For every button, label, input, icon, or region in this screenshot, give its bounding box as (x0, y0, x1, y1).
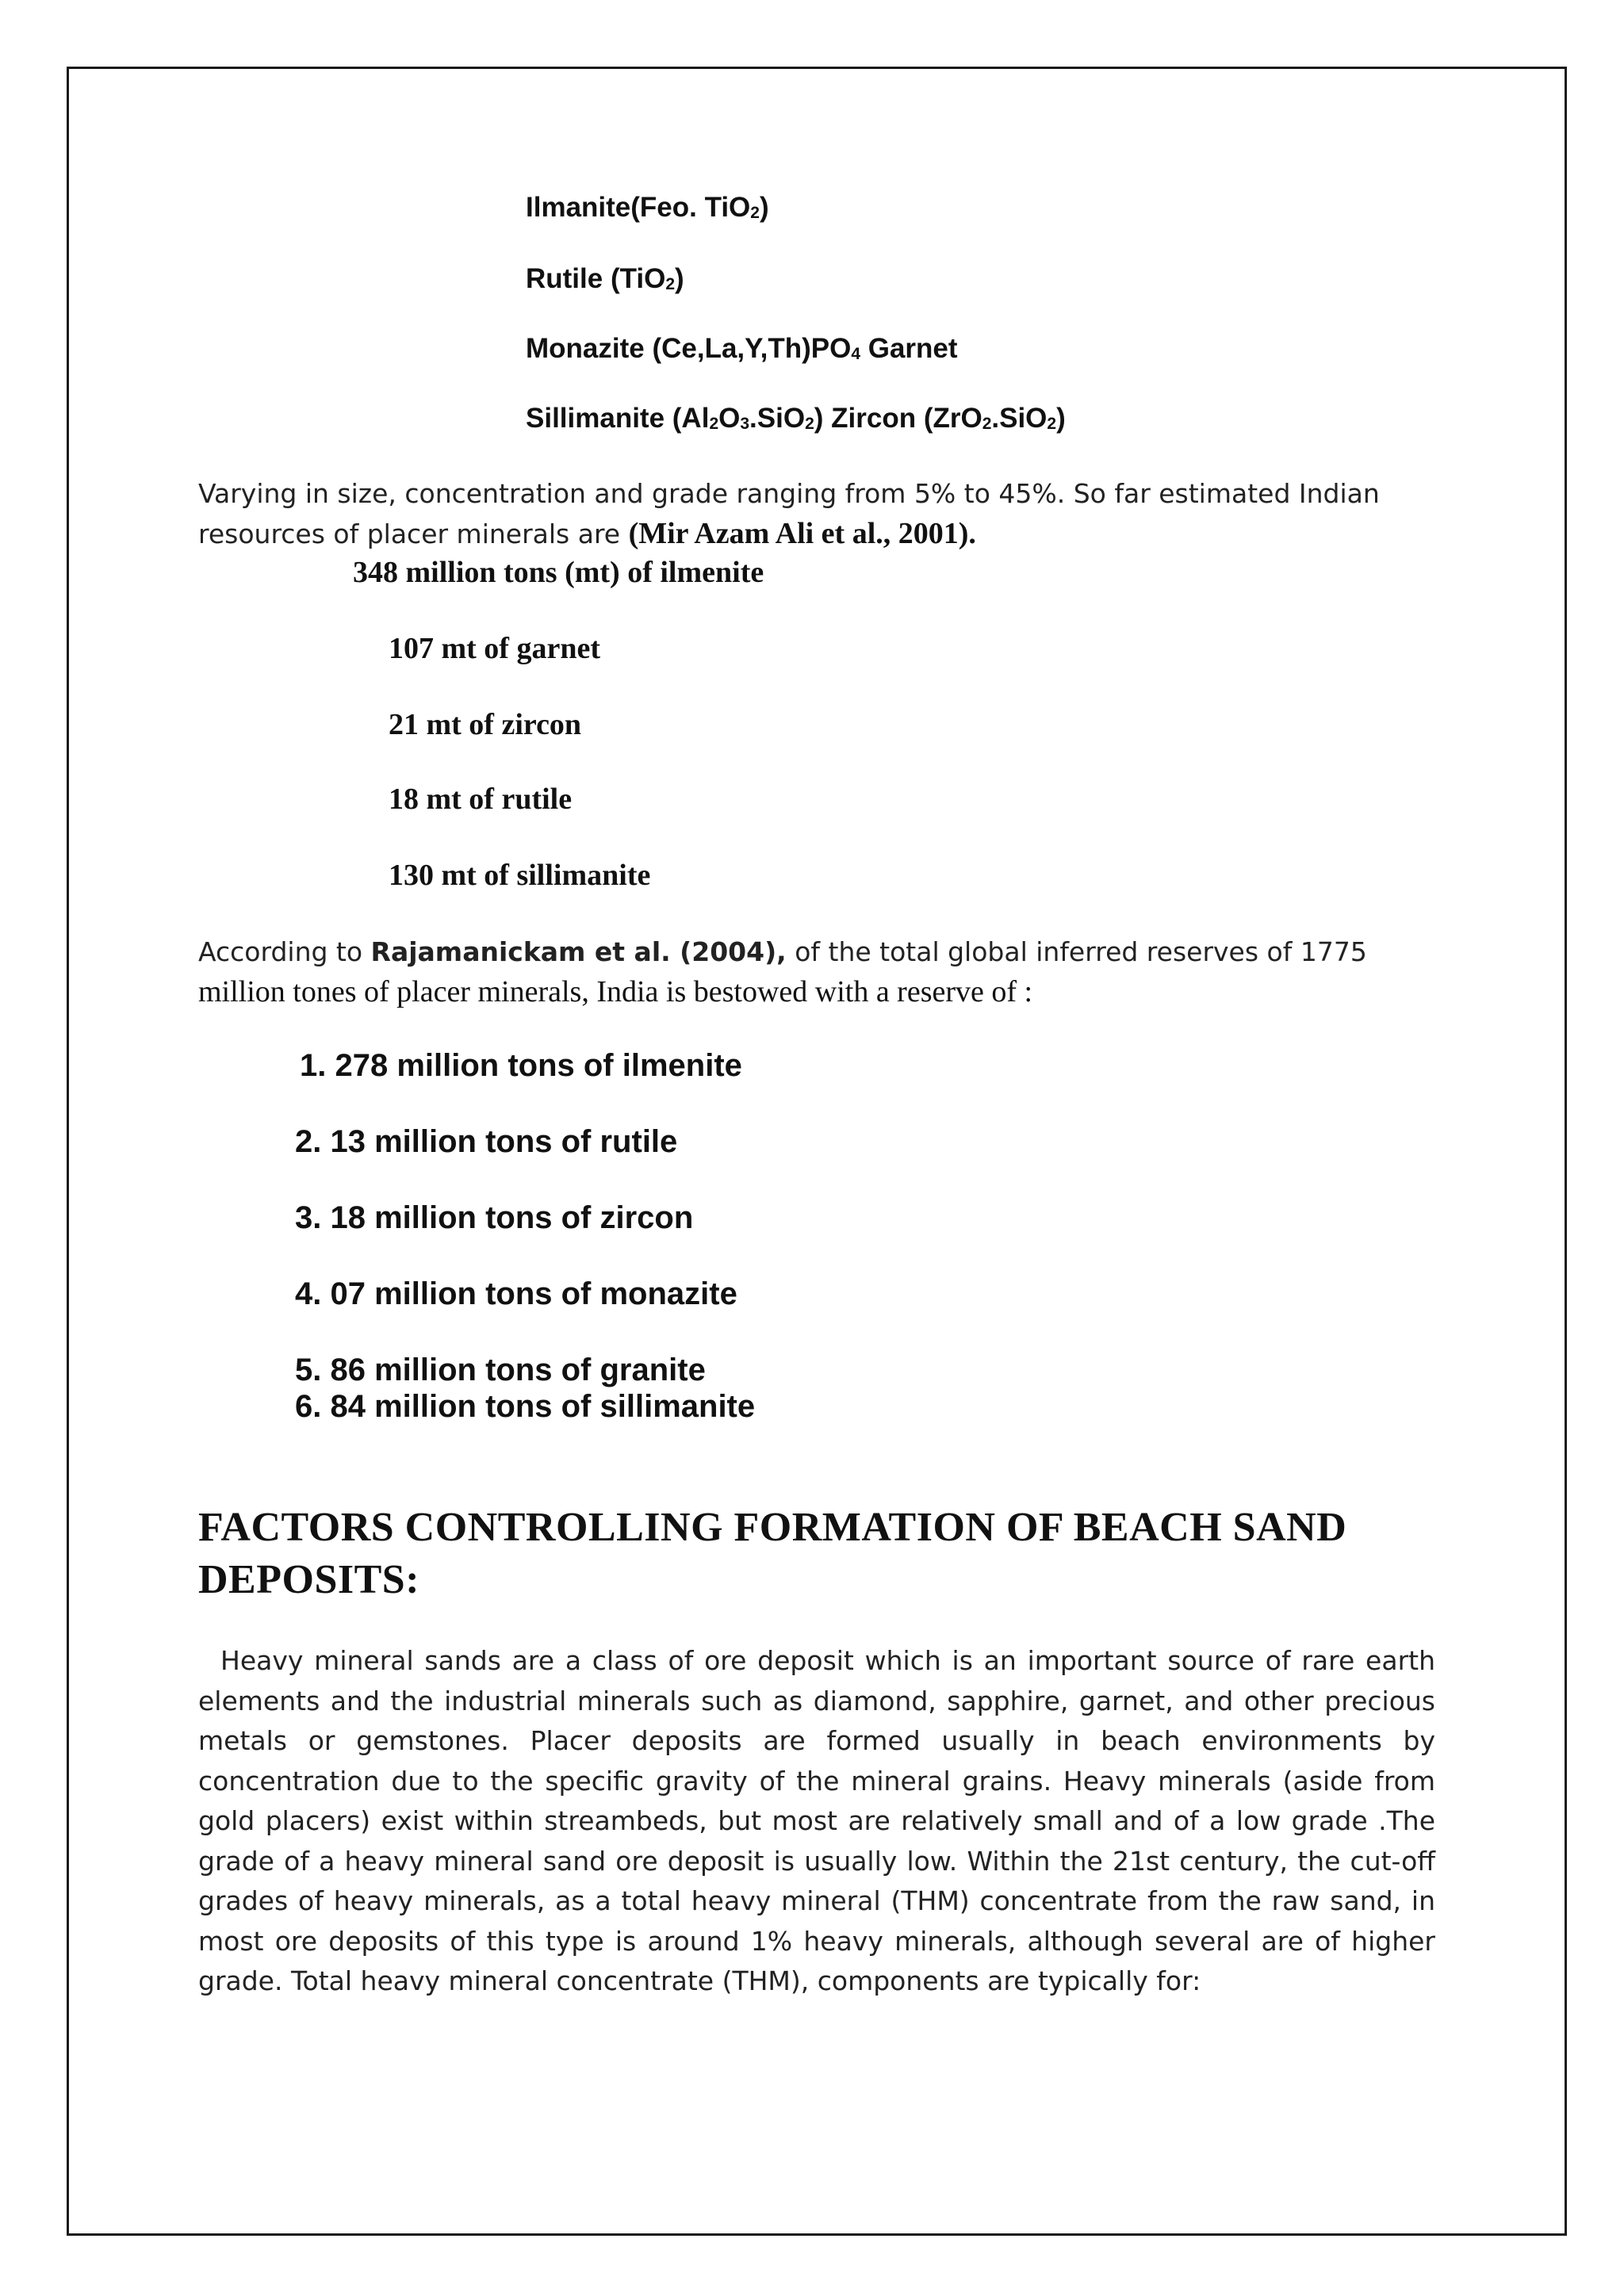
reserve-item-5: 5. 86 million tons of granite (295, 1353, 706, 1387)
mineral-ilmenite: Ilmanite(Feo. TiO$_2$) (526, 192, 769, 223)
mineral-rutile: Rutile (TiO$_2$) (526, 263, 684, 294)
mineral-monazite-garnet: Monazite $(Ce,La,Y,Th)PO_4$ Garnet (526, 333, 958, 364)
reserves-intro-line2: million tones of placer minerals, India is bestowed with a reserve of : (198, 975, 1033, 1008)
reserve-item-4: 4. 07 million tons of monazite (295, 1276, 737, 1311)
resource-rutile: 18 mt of rutile (389, 783, 573, 816)
reserve-item-2: 2. 13 million tons of rutile (295, 1124, 678, 1159)
resources-intro-line1: Varying in size, concentration and grade ranging from 5% to 45%. So far estimated Indian (198, 478, 1380, 509)
reserves-intro-line1: According to Rajamanickam et al. (2004), of the total global inferred reserves of 1775 (198, 936, 1367, 967)
section-heading: FACTORS CONTROLLING FORMATION OF BEACH SAND DEPOSITS: (198, 1505, 1347, 1602)
reserve-item-6: 6. 84 million tons of sillimanite (295, 1389, 756, 1424)
citation-rajamanickam: Rajamanickam et al. (2004), (370, 936, 787, 967)
resource-zircon: 21 mt of zircon (389, 708, 582, 741)
citation-mir-azam-ali: (Mir Azam Ali et al., 2001). (628, 517, 976, 550)
resource-ilmenite: 348 million tons (mt) of ilmenite (353, 556, 764, 589)
resources-intro-paragraph (198, 474, 1435, 554)
resource-garnet: 107 mt of garnet (389, 632, 600, 665)
resource-sillimanite: 130 mt of sillimanite (389, 859, 651, 892)
reserve-item-1: 1. 278 million tons of ilmenite (300, 1048, 742, 1083)
reserves-intro-paragraph (198, 932, 1435, 1012)
heavy-mineral-sands-paragraph: Heavy mineral sands are a class of ore deposit which is an important source of rare earth elements and the industrial minerals such as diamond, sapphire, garnet, and other precious metals or gemstones. Placer deposits are formed usually in beach environments by concentration due to the specific gravity of the mineral grains. Heavy minerals (aside from gold placers) exist within streambeds, but most are relatively small and of a low grade .The grade of a heavy mineral sand ore deposit is usually low. Within the 21st century, the cut-off grades of heavy minerals, as a total heavy mineral (THM) concentrate from the raw sand, in most ore deposits of this type is around 1% heavy minerals, although several are of higher grade. Total heavy mineral concentrate (THM), components are typically for: (198, 1645, 1435, 1996)
resources-intro-line2: resources of placer minerals are (Mir Azam Ali et al., 2001). (198, 517, 976, 550)
mineral-sillimanite-zircon: Sillimanite $(Al_2O_3.SiO_2)$ Zircon (ZrO$_2$.SiO$_2$) (526, 403, 1066, 434)
reserve-item-3: 3. 18 million tons of zircon (295, 1200, 694, 1235)
